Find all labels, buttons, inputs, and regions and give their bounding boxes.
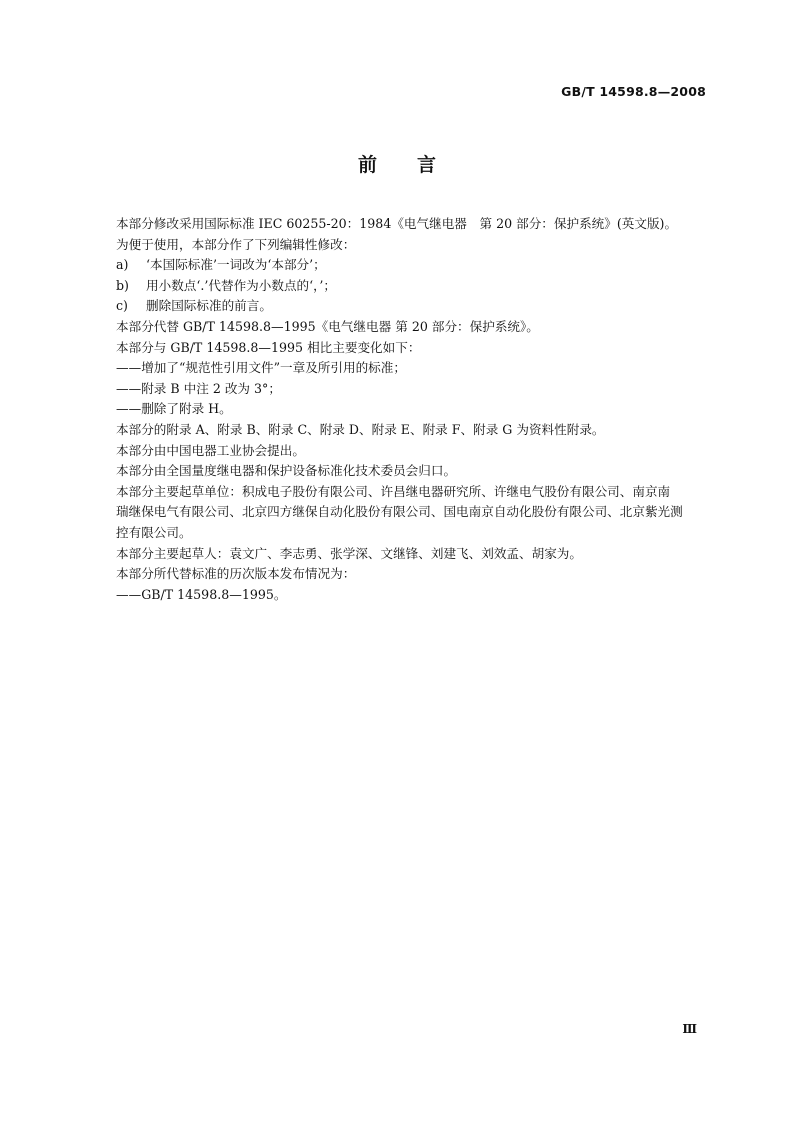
standard-code: GB/T 14598.8—2008 [561,84,706,99]
list-text: ‘本国际标准’一词改为‘本部分’； [146,257,326,273]
list-item [116,296,712,317]
list-marker: a) [116,257,129,273]
list-item [116,255,712,276]
paragraph-proposer: 本部分由中国电器工业协会提出。 [116,442,305,458]
document-body [116,214,712,605]
change-item: ——删除了附录 H。 [116,401,232,417]
paragraph-adoption: 本部分修改采用国际标准 IEC 60255-20：1984《电气继电器 第 20 部分：保护系统》(英文版)。 [116,216,678,231]
paragraph-drafting-units-line1: 本部分主要起草单位：积成电子股份有限公司、许昌继电器研究所、许继电气股份有限公司、南京南 [116,483,671,499]
paragraph-replaces: 本部分代替 GB/T 14598.8—1995《电气继电器 第 20 部分：保护系统》。 [116,318,539,334]
history-item: ——GB/T 14598.8—1995。 [116,586,287,602]
list-marker: c) [116,298,128,314]
change-item: ——增加了“规范性引用文件”一章及所引用的标准； [116,360,406,376]
paragraph-drafters: 本部分主要起草人：袁文广、李志勇、张学深、文继锋、刘建飞、刘效孟、胡家为。 [116,545,582,561]
paragraph-annexes: 本部分的附录 A、附录 B、附录 C、附录 D、附录 E、附录 F、附录 G 为资料性附录。 [116,421,605,437]
paragraph-changes-intro: 本部分与 GB/T 14598.8—1995 相比主要变化如下： [116,339,421,355]
paragraph-drafting-units-line2: 瑞继保电气有限公司、北京四方继保自动化股份有限公司、国电南京自动化股份有限公司、北京紫光测 [116,504,683,520]
change-item: ——附录 B 中注 2 改为 3°； [116,380,281,396]
paragraph-history-intro: 本部分所代替标准的历次版本发布情况为： [116,566,356,582]
list-text: 用小数点‘.’代替作为小数点的‘，’； [146,277,337,293]
list-item [116,276,712,297]
paragraph-drafting-units-line3: 控有限公司。 [116,524,192,540]
list-marker: b) [116,277,129,293]
page-number: Ⅲ [682,1022,697,1036]
paragraph-committee: 本部分由全国量度继电器和保护设备标准化技术委员会归口。 [116,463,457,479]
list-text: 删除国际标准的前言。 [146,298,272,314]
page-title: 前言 [357,154,476,176]
paragraph-edits-intro: 为便于使用，本部分作了下列编辑性修改： [116,236,356,252]
